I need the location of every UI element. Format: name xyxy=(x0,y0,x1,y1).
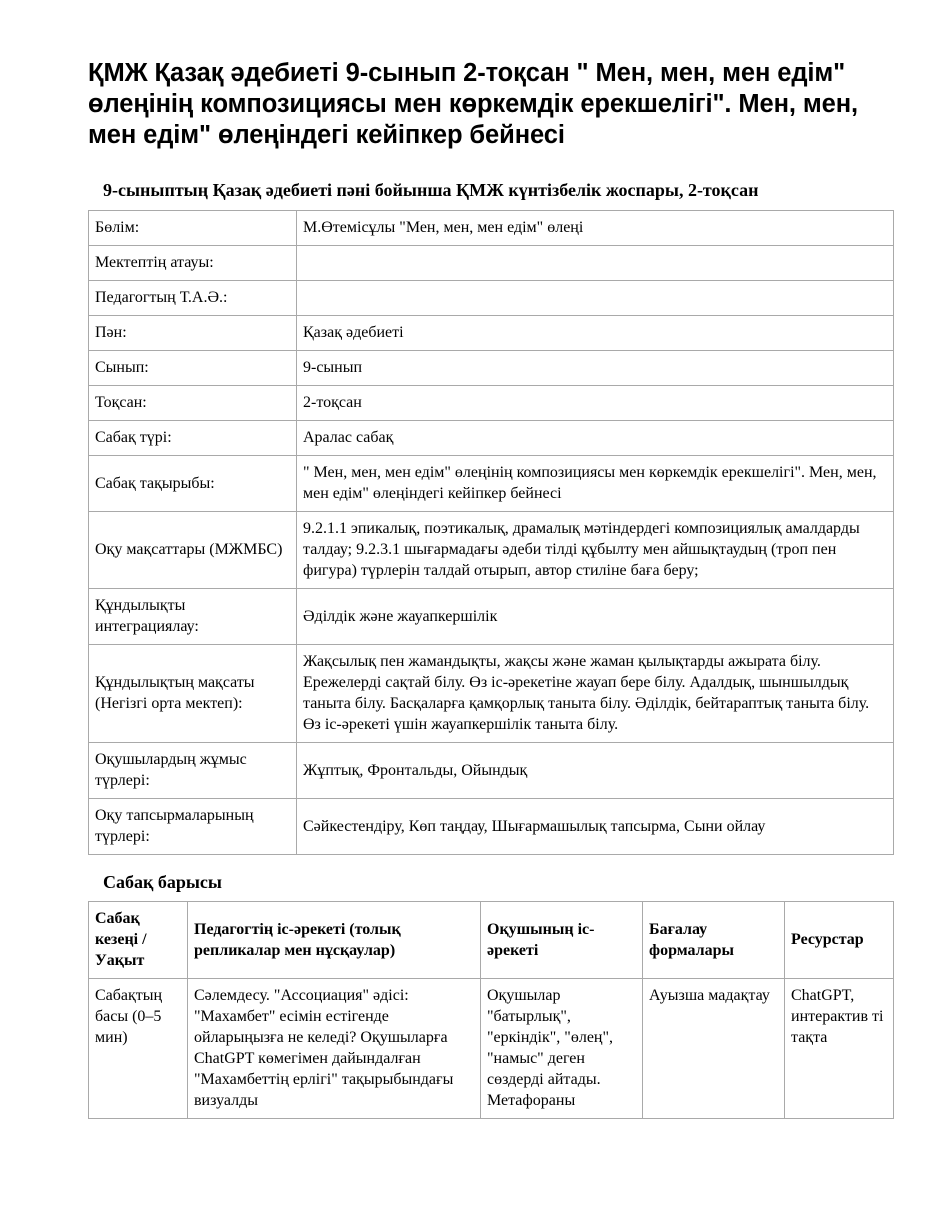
info-row xyxy=(89,421,894,456)
info-row xyxy=(89,386,894,421)
resources-cell: ChatGPT, интерактив ті тақта xyxy=(785,979,894,1119)
info-value: 9-сынып xyxy=(297,351,894,386)
info-row xyxy=(89,211,894,246)
info-value: М.Өтемісұлы "Мен, мен, мен едім" өлеңі xyxy=(297,211,894,246)
assessment-cell: Ауызша мадақтау xyxy=(643,979,785,1119)
info-label: Сабақ тақырыбы: xyxy=(89,456,297,512)
info-row xyxy=(89,645,894,743)
lesson-process-table xyxy=(88,901,894,1119)
student-action-cell: Оқушылар "батырлық", "еркіндік", "өлең", "намыс" деген сөздерді айтады. Метафораны xyxy=(481,979,643,1119)
plan-subtitle: 9-сыныптың Қазақ әдебиеті пәні бойынша ҚМЖ күнтізбелік жоспары, 2-тоқсан xyxy=(103,180,759,200)
info-value: 2-тоқсан xyxy=(297,386,894,421)
info-row xyxy=(89,799,894,855)
process-header-row xyxy=(89,902,894,979)
info-value: Жақсылық пен жамандықты, жақсы және жаман қылықтарды ажырата білу. Ережелерді сақтай білу. Өз іс-әрекетіне жауап бере білу. Адалдық, шыншылдық таныта білу. Басқаларға қамқорлық таныта білу. Әділдік, бейтараптық таныта білу. Өз іс-әрекеті үшін жауапкершілік таныта білу. xyxy=(297,645,894,743)
process-row xyxy=(89,979,894,1119)
info-label: Сынып: xyxy=(89,351,297,386)
stage-header: Сабақ кезеңі / Уақыт xyxy=(89,902,188,979)
stage-cell: Сабақтың басы (0–5 мин) xyxy=(89,979,188,1119)
lesson-process-title: Сабақ барысы xyxy=(103,872,222,892)
info-value: Сәйкестендіру, Көп таңдау, Шығармашылық тапсырма, Сыни ойлау xyxy=(297,799,894,855)
resources-header: Ресурстар xyxy=(785,902,894,979)
teacher-action-cell: Сәлемдесу. "Ассоциация" әдісі: "Махамбет" есімін естігенде ойларыңызға не келеді? Оқушыларға ChatGPT көмегімен дайындалған "Махамбеттің ерлігі" тақырыбындағы визуалды xyxy=(188,979,481,1119)
info-value: Жұптық, Фронтальды, Ойындық xyxy=(297,743,894,799)
info-label: Сабақ түрі: xyxy=(89,421,297,456)
document-title: ҚМЖ Қазақ әдебиеті 9-сынып 2-тоқсан " Мен, мен, мен едім" өлеңінің композициясы мен көркемдік ерекшелігі". Мен, мен, мен едім" өлеңіндегі кейіпкер бейнесі xyxy=(88,59,859,149)
teacher-action-header: Педагогтің іс-әрекеті (толық репликалар мен нұсқаулар) xyxy=(188,902,481,979)
assessment-header: Бағалау формалары xyxy=(643,902,785,979)
info-row xyxy=(89,351,894,386)
info-value: Аралас сабақ xyxy=(297,421,894,456)
info-value: Әділдік және жауапкершілік xyxy=(297,589,894,645)
info-label: Оқушылардың жұмыс түрлері: xyxy=(89,743,297,799)
info-value xyxy=(297,281,894,316)
info-label: Педагогтың Т.А.Ә.: xyxy=(89,281,297,316)
info-row xyxy=(89,281,894,316)
info-row xyxy=(89,512,894,589)
info-row xyxy=(89,743,894,799)
document-page xyxy=(88,58,893,1119)
info-label: Тоқсан: xyxy=(89,386,297,421)
student-action-header: Оқушының іс-әрекеті xyxy=(481,902,643,979)
info-label: Пән: xyxy=(89,316,297,351)
info-label: Оқу мақсаттары (МЖМБС) xyxy=(89,512,297,589)
info-value: 9.2.1.1 эпикалық, поэтикалық, драмалық мәтіндердегі композициялық амалдарды талдау; 9.2.3.1 шығармадағы әдеби тілді құбылту мен айшықтаудың (троп пен фигура) түрлерін талдай отырып, автор стиліне баға беру; xyxy=(297,512,894,589)
info-row xyxy=(89,316,894,351)
info-label: Мектептің атауы: xyxy=(89,246,297,281)
info-label: Құндылықты интеграциялау: xyxy=(89,589,297,645)
info-row xyxy=(89,246,894,281)
info-label: Бөлім: xyxy=(89,211,297,246)
info-value xyxy=(297,246,894,281)
info-value: Қазақ әдебиеті xyxy=(297,316,894,351)
info-label: Құндылықтың мақсаты (Негізгі орта мектеп): xyxy=(89,645,297,743)
info-label: Оқу тапсырмаларының түрлері: xyxy=(89,799,297,855)
info-row xyxy=(89,589,894,645)
info-row xyxy=(89,456,894,512)
info-value: " Мен, мен, мен едім" өлеңінің композициясы мен көркемдік ерекшелігі". Мен, мен, мен едім" өлеңіндегі кейіпкер бейнесі xyxy=(297,456,894,512)
lesson-info-table xyxy=(88,210,894,855)
